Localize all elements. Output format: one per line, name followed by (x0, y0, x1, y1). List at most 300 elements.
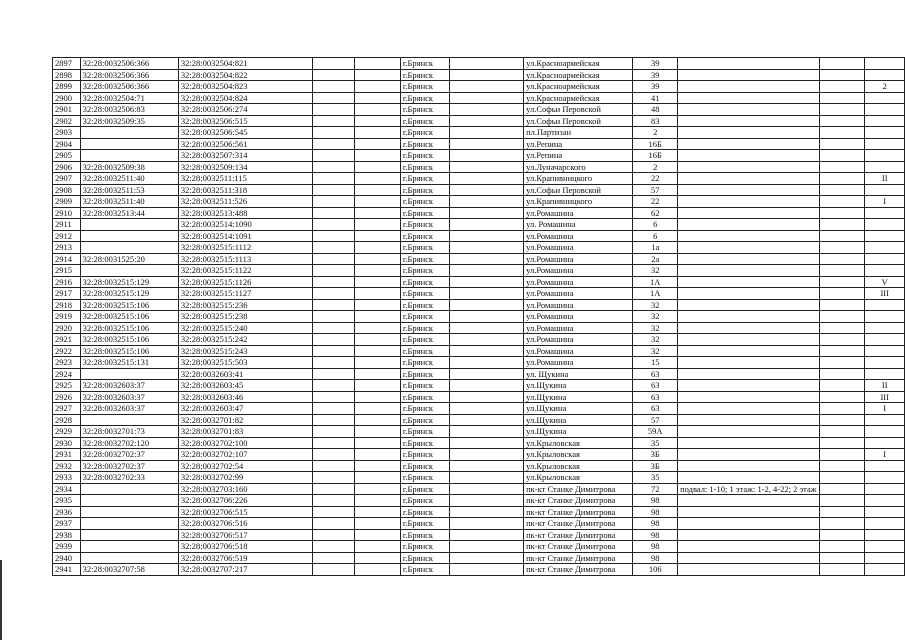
floor-cell (865, 230, 905, 242)
street-cell: ул.Репина (524, 150, 633, 162)
table-row (53, 299, 905, 311)
empty-cell (313, 357, 355, 369)
empty-cell (449, 529, 524, 541)
row-number-cell: 2941 (53, 564, 81, 576)
empty-cell (819, 173, 865, 185)
object-cadastral-number-cell: 32:28:0032515:1122 (178, 265, 312, 277)
parcel-cadastral-number-cell (80, 414, 178, 426)
table-row (53, 219, 905, 231)
parcel-cadastral-number-cell: 32:28:0032603:37 (80, 391, 178, 403)
empty-cell (819, 564, 865, 576)
row-number-cell: 2915 (53, 265, 81, 277)
row-number-cell: 2901 (53, 104, 81, 116)
parcel-cadastral-number-cell (80, 138, 178, 150)
floor-cell (865, 184, 905, 196)
empty-cell (819, 265, 865, 277)
premises-note-cell (678, 299, 820, 311)
row-number-cell: 2920 (53, 322, 81, 334)
empty-cell (355, 253, 401, 265)
row-number-cell: 2939 (53, 541, 81, 553)
empty-cell (449, 506, 524, 518)
street-cell: ул.Красноармейская (524, 81, 633, 93)
row-number-cell: 2922 (53, 345, 81, 357)
table-row (53, 92, 905, 104)
empty-cell (449, 552, 524, 564)
empty-cell (355, 460, 401, 472)
empty-cell (449, 219, 524, 231)
empty-cell (449, 414, 524, 426)
empty-cell (355, 81, 401, 93)
house-number-cell: 32 (633, 322, 678, 334)
table-row (53, 518, 905, 530)
floor-cell (865, 426, 905, 438)
parcel-cadastral-number-cell (80, 529, 178, 541)
row-number-cell: 2912 (53, 230, 81, 242)
empty-cell (449, 541, 524, 553)
table-row (53, 207, 905, 219)
row-number-cell: 2908 (53, 184, 81, 196)
floor-cell (865, 552, 905, 564)
empty-cell (819, 230, 865, 242)
floor-cell (865, 518, 905, 530)
street-cell: ул. Ромашина (524, 219, 633, 231)
object-cadastral-number-cell: 32:28:0032504:821 (178, 58, 312, 70)
parcel-cadastral-number-cell (80, 541, 178, 553)
empty-cell (313, 541, 355, 553)
house-number-cell: 63 (633, 391, 678, 403)
city-cell: г.Брянск (400, 161, 449, 173)
empty-cell (449, 104, 524, 116)
row-number-cell: 2897 (53, 58, 81, 70)
floor-cell (865, 541, 905, 553)
empty-cell (819, 207, 865, 219)
row-number-cell: 2926 (53, 391, 81, 403)
empty-cell (313, 552, 355, 564)
street-cell: пк-кт Станке Димитрова (524, 564, 633, 576)
empty-cell (313, 173, 355, 185)
street-cell: пк-кт Станке Димитрова (524, 541, 633, 553)
city-cell: г.Брянск (400, 196, 449, 208)
empty-cell (449, 380, 524, 392)
parcel-cadastral-number-cell: 32:28:0032702:33 (80, 472, 178, 484)
object-cadastral-number-cell: 32:28:0032511:115 (178, 173, 312, 185)
object-cadastral-number-cell: 32:28:0032603:45 (178, 380, 312, 392)
city-cell: г.Брянск (400, 92, 449, 104)
parcel-cadastral-number-cell: 32:28:0032702:120 (80, 437, 178, 449)
empty-cell (449, 426, 524, 438)
row-number-cell: 2930 (53, 437, 81, 449)
empty-cell (449, 483, 524, 495)
floor-cell (865, 483, 905, 495)
row-number-cell: 2913 (53, 242, 81, 254)
empty-cell (313, 184, 355, 196)
empty-cell (355, 115, 401, 127)
street-cell: ул.Ромашина (524, 345, 633, 357)
house-number-cell: 41 (633, 92, 678, 104)
empty-cell (819, 345, 865, 357)
empty-cell (313, 58, 355, 70)
street-cell: ул.Ромашина (524, 265, 633, 277)
street-cell: ул.Ромашина (524, 253, 633, 265)
object-cadastral-number-cell: 32:28:0032701:82 (178, 414, 312, 426)
row-number-cell: 2916 (53, 276, 81, 288)
empty-cell (819, 380, 865, 392)
empty-cell (449, 334, 524, 346)
empty-cell (355, 138, 401, 150)
table-row (53, 529, 905, 541)
street-cell: ул.Крыловская (524, 472, 633, 484)
row-number-cell: 2924 (53, 368, 81, 380)
empty-cell (449, 207, 524, 219)
empty-cell (819, 426, 865, 438)
object-cadastral-number-cell: 32:28:0032706:226 (178, 495, 312, 507)
empty-cell (355, 92, 401, 104)
street-cell: ул.Красноармейская (524, 58, 633, 70)
house-number-cell: 1а (633, 242, 678, 254)
house-number-cell: 2 (633, 127, 678, 139)
empty-cell (355, 219, 401, 231)
city-cell: г.Брянск (400, 322, 449, 334)
empty-cell (313, 426, 355, 438)
city-cell: г.Брянск (400, 242, 449, 254)
row-number-cell: 2928 (53, 414, 81, 426)
house-number-cell: 32 (633, 299, 678, 311)
empty-cell (819, 161, 865, 173)
object-cadastral-number-cell: 32:28:0032509:134 (178, 161, 312, 173)
empty-cell (313, 483, 355, 495)
empty-cell (819, 368, 865, 380)
empty-cell (313, 196, 355, 208)
table-row (53, 58, 905, 70)
premises-note-cell (678, 391, 820, 403)
city-cell: г.Брянск (400, 276, 449, 288)
house-number-cell: 98 (633, 518, 678, 530)
premises-note-cell (678, 230, 820, 242)
city-cell: г.Брянск (400, 207, 449, 219)
empty-cell (819, 184, 865, 196)
row-number-cell: 2934 (53, 483, 81, 495)
parcel-cadastral-number-cell (80, 265, 178, 277)
empty-cell (313, 92, 355, 104)
premises-note-cell (678, 58, 820, 70)
city-cell: г.Брянск (400, 518, 449, 530)
empty-cell (449, 161, 524, 173)
row-number-cell: 2923 (53, 357, 81, 369)
empty-cell (449, 265, 524, 277)
empty-cell (819, 127, 865, 139)
object-cadastral-number-cell: 32:28:0032506:561 (178, 138, 312, 150)
premises-note-cell (678, 242, 820, 254)
object-cadastral-number-cell: 32:28:0032603:41 (178, 368, 312, 380)
empty-cell (313, 414, 355, 426)
object-cadastral-number-cell: 32:28:0032706:518 (178, 541, 312, 553)
object-cadastral-number-cell: 32:28:0032603:47 (178, 403, 312, 415)
street-cell: ул.Щукина (524, 426, 633, 438)
empty-cell (355, 173, 401, 185)
city-cell: г.Брянск (400, 81, 449, 93)
premises-note-cell (678, 357, 820, 369)
object-cadastral-number-cell: 32:28:0032504:823 (178, 81, 312, 93)
house-number-cell: 35 (633, 437, 678, 449)
table-row (53, 541, 905, 553)
premises-note-cell: подвал: 1-10; 1 этаж: 1-2, 4-22; 2 этаж (678, 483, 820, 495)
row-number-cell: 2937 (53, 518, 81, 530)
empty-cell (355, 529, 401, 541)
house-number-cell: 59А (633, 426, 678, 438)
street-cell: пл.Партизан (524, 127, 633, 139)
parcel-cadastral-number-cell (80, 552, 178, 564)
empty-cell (313, 518, 355, 530)
table-row (53, 357, 905, 369)
empty-cell (313, 253, 355, 265)
empty-cell (819, 472, 865, 484)
house-number-cell: 63 (633, 403, 678, 415)
house-number-cell: 39 (633, 58, 678, 70)
empty-cell (355, 104, 401, 116)
object-cadastral-number-cell: 32:28:0032506:515 (178, 115, 312, 127)
parcel-cadastral-number-cell (80, 506, 178, 518)
empty-cell (449, 173, 524, 185)
empty-cell (355, 518, 401, 530)
premises-note-cell (678, 265, 820, 277)
table-row (53, 253, 905, 265)
premises-note-cell (678, 506, 820, 518)
empty-cell (819, 253, 865, 265)
house-number-cell: 32 (633, 345, 678, 357)
empty-cell (449, 472, 524, 484)
premises-note-cell (678, 219, 820, 231)
object-cadastral-number-cell: 32:28:0032515:1126 (178, 276, 312, 288)
city-cell: г.Брянск (400, 472, 449, 484)
premises-note-cell (678, 472, 820, 484)
empty-cell (819, 334, 865, 346)
premises-note-cell (678, 150, 820, 162)
house-number-cell: 6 (633, 230, 678, 242)
row-number-cell: 2927 (53, 403, 81, 415)
object-cadastral-number-cell: 32:28:0032506:274 (178, 104, 312, 116)
parcel-cadastral-number-cell (80, 150, 178, 162)
city-cell: г.Брянск (400, 58, 449, 70)
street-cell: пк-кт Станке Димитрова (524, 552, 633, 564)
empty-cell (819, 92, 865, 104)
premises-note-cell (678, 426, 820, 438)
street-cell: пк-кт Станке Димитрова (524, 518, 633, 530)
premises-note-cell (678, 380, 820, 392)
object-cadastral-number-cell: 32:28:0032702:107 (178, 449, 312, 461)
city-cell: г.Брянск (400, 449, 449, 461)
house-number-cell: 16Б (633, 150, 678, 162)
floor-cell (865, 104, 905, 116)
empty-cell (313, 104, 355, 116)
premises-note-cell (678, 414, 820, 426)
row-number-cell: 2932 (53, 460, 81, 472)
parcel-cadastral-number-cell: 32:28:0032515:106 (80, 322, 178, 334)
empty-cell (355, 265, 401, 277)
object-cadastral-number-cell: 32:28:0032515:242 (178, 334, 312, 346)
object-cadastral-number-cell: 32:28:0032515:240 (178, 322, 312, 334)
city-cell: г.Брянск (400, 495, 449, 507)
city-cell: г.Брянск (400, 288, 449, 300)
house-number-cell: 35 (633, 472, 678, 484)
table-row (53, 81, 905, 93)
empty-cell (449, 196, 524, 208)
empty-cell (313, 437, 355, 449)
house-number-cell: 48 (633, 104, 678, 116)
row-number-cell: 2940 (53, 552, 81, 564)
premises-note-cell (678, 81, 820, 93)
object-cadastral-number-cell: 32:28:0032515:503 (178, 357, 312, 369)
empty-cell (449, 58, 524, 70)
empty-cell (819, 311, 865, 323)
street-cell: пк-кт Станке Димитрова (524, 529, 633, 541)
parcel-cadastral-number-cell: 32:28:0032603:37 (80, 380, 178, 392)
empty-cell (355, 299, 401, 311)
house-number-cell: 32 (633, 265, 678, 277)
premises-note-cell (678, 529, 820, 541)
house-number-cell: 98 (633, 541, 678, 553)
floor-cell (865, 138, 905, 150)
floor-cell (865, 92, 905, 104)
house-number-cell: 63 (633, 368, 678, 380)
premises-note-cell (678, 173, 820, 185)
empty-cell (449, 403, 524, 415)
city-cell: г.Брянск (400, 368, 449, 380)
street-cell: ул.Крыловская (524, 449, 633, 461)
empty-cell (449, 357, 524, 369)
object-cadastral-number-cell: 32:28:0032511:526 (178, 196, 312, 208)
object-cadastral-number-cell: 32:28:0032706:517 (178, 529, 312, 541)
table-body (53, 58, 905, 576)
empty-cell (449, 69, 524, 81)
table-row (53, 460, 905, 472)
table-row (53, 426, 905, 438)
street-cell: ул.Крапивницкого (524, 173, 633, 185)
floor-cell: II (865, 173, 905, 185)
city-cell: г.Брянск (400, 184, 449, 196)
row-number-cell: 2909 (53, 196, 81, 208)
empty-cell (819, 449, 865, 461)
row-number-cell: 2921 (53, 334, 81, 346)
city-cell: г.Брянск (400, 483, 449, 495)
premises-note-cell (678, 127, 820, 139)
object-cadastral-number-cell: 32:28:0032515:1112 (178, 242, 312, 254)
empty-cell (355, 380, 401, 392)
empty-cell (449, 322, 524, 334)
premises-note-cell (678, 403, 820, 415)
city-cell: г.Брянск (400, 219, 449, 231)
street-cell: ул.Репина (524, 138, 633, 150)
premises-note-cell (678, 196, 820, 208)
empty-cell (313, 322, 355, 334)
row-number-cell: 2918 (53, 299, 81, 311)
table-row (53, 230, 905, 242)
floor-cell: I (865, 449, 905, 461)
city-cell: г.Брянск (400, 104, 449, 116)
table-row (53, 449, 905, 461)
empty-cell (355, 242, 401, 254)
empty-cell (355, 345, 401, 357)
house-number-cell: 62 (633, 207, 678, 219)
premises-note-cell (678, 449, 820, 461)
table-row (53, 495, 905, 507)
premises-note-cell (678, 345, 820, 357)
scan-edge-line (0, 560, 2, 640)
empty-cell (313, 207, 355, 219)
parcel-cadastral-number-cell (80, 518, 178, 530)
empty-cell (355, 391, 401, 403)
row-number-cell: 2938 (53, 529, 81, 541)
empty-cell (355, 541, 401, 553)
premises-note-cell (678, 368, 820, 380)
street-cell: ул.Ромашина (524, 311, 633, 323)
house-number-cell: 106 (633, 564, 678, 576)
object-cadastral-number-cell: 32:28:0032515:1113 (178, 253, 312, 265)
table-row (53, 345, 905, 357)
empty-cell (355, 437, 401, 449)
empty-cell (449, 150, 524, 162)
row-number-cell: 2905 (53, 150, 81, 162)
row-number-cell: 2914 (53, 253, 81, 265)
object-cadastral-number-cell: 32:28:0032702:100 (178, 437, 312, 449)
premises-note-cell (678, 138, 820, 150)
city-cell: г.Брянск (400, 253, 449, 265)
house-number-cell: 32 (633, 334, 678, 346)
house-number-cell: 3Б (633, 460, 678, 472)
empty-cell (355, 472, 401, 484)
floor-cell (865, 207, 905, 219)
empty-cell (355, 368, 401, 380)
street-cell: ул.Луначарского (524, 161, 633, 173)
empty-cell (449, 299, 524, 311)
floor-cell (865, 414, 905, 426)
parcel-cadastral-number-cell (80, 495, 178, 507)
empty-cell (819, 322, 865, 334)
house-number-cell: 57 (633, 414, 678, 426)
house-number-cell: 57 (633, 184, 678, 196)
table-row (53, 196, 905, 208)
city-cell: г.Брянск (400, 403, 449, 415)
empty-cell (819, 196, 865, 208)
object-cadastral-number-cell: 32:28:0032504:822 (178, 69, 312, 81)
empty-cell (449, 437, 524, 449)
empty-cell (355, 322, 401, 334)
street-cell: ул.Щукина (524, 391, 633, 403)
house-number-cell: 39 (633, 69, 678, 81)
empty-cell (449, 253, 524, 265)
city-cell: г.Брянск (400, 506, 449, 518)
row-number-cell: 2906 (53, 161, 81, 173)
table-row (53, 288, 905, 300)
row-number-cell: 2931 (53, 449, 81, 461)
empty-cell (313, 368, 355, 380)
table-row (53, 265, 905, 277)
premises-note-cell (678, 184, 820, 196)
row-number-cell: 2917 (53, 288, 81, 300)
premises-note-cell (678, 276, 820, 288)
empty-cell (449, 518, 524, 530)
empty-cell (313, 288, 355, 300)
table-row (53, 552, 905, 564)
row-number-cell: 2929 (53, 426, 81, 438)
empty-cell (449, 391, 524, 403)
parcel-cadastral-number-cell (80, 483, 178, 495)
empty-cell (355, 357, 401, 369)
table-row (53, 173, 905, 185)
empty-cell (313, 564, 355, 576)
floor-cell (865, 242, 905, 254)
floor-cell: I (865, 403, 905, 415)
floor-cell (865, 69, 905, 81)
